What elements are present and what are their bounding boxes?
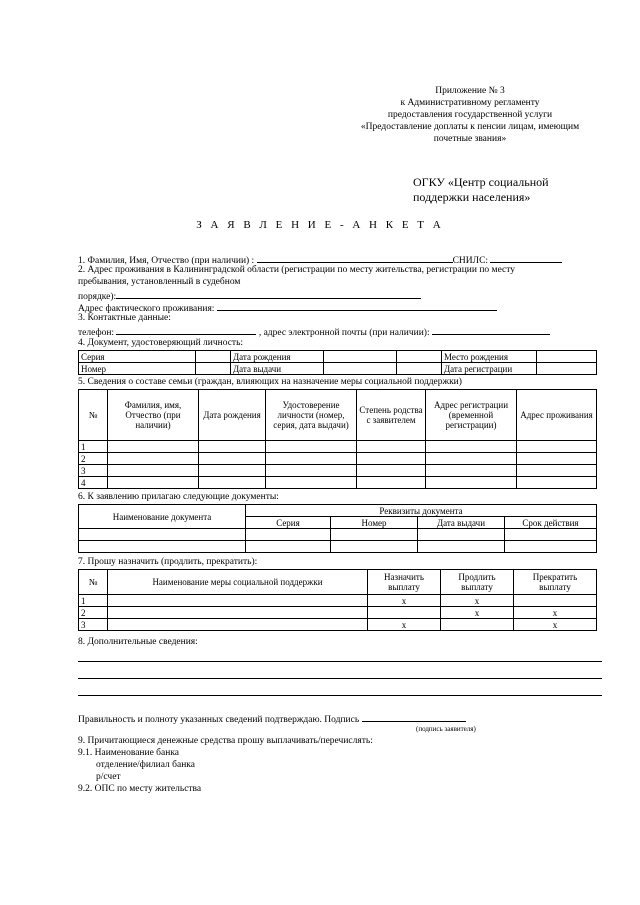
page-title: З А Я В Л Е Н И Е - А Н К Е Т А (196, 219, 444, 231)
cell[interactable] (246, 541, 331, 553)
cell[interactable] (331, 529, 418, 541)
cell[interactable] (357, 441, 426, 453)
table-row (79, 441, 597, 453)
additional-heading: 8. Дополнительные сведения: (78, 637, 198, 647)
family-col-header: Дата рождения (199, 390, 266, 441)
measure-cell[interactable] (108, 619, 368, 631)
cell[interactable] (505, 541, 597, 553)
signature-caption: (подпись заявителя) (416, 725, 476, 733)
snils-field[interactable] (490, 253, 562, 263)
row-number: 2 (79, 453, 108, 465)
cell[interactable] (79, 529, 246, 541)
additional-line[interactable] (78, 661, 602, 662)
table-row (79, 541, 597, 553)
issue-date-value[interactable] (324, 363, 397, 375)
address-reg-label-1: 2. Адрес проживания в Калининградской области (регистрации по месту жительства, регистрации по месту (78, 265, 516, 275)
family-col-header: Адрес проживания (517, 390, 597, 441)
attached-table (78, 504, 597, 553)
reg-date-value[interactable] (537, 363, 597, 375)
address-fact-label: Адрес фактического проживания: (78, 304, 215, 314)
branch-label: отделение/филиал банка (96, 760, 195, 770)
row-number: 1 (79, 441, 108, 453)
doc-sub-header: Дата выдачи (418, 517, 505, 529)
family-heading: 5. Сведения о составе семьи (граждан, влияющих на назначение меры социальной поддержки) (78, 377, 462, 387)
birth-place-value[interactable] (537, 351, 597, 363)
appendix-line: «Предоставление доплаты к пенсии лицам, имеющим (360, 122, 580, 132)
row-number: 1 (79, 595, 108, 607)
series-label: Серия (79, 351, 196, 363)
gap-cell (397, 351, 442, 363)
cell[interactable] (199, 441, 266, 453)
cell[interactable] (505, 529, 597, 541)
cell[interactable] (331, 541, 418, 553)
phone-label: телефон: (78, 328, 115, 338)
cell[interactable] (517, 477, 597, 489)
table-row (79, 465, 597, 477)
cell[interactable] (79, 541, 246, 553)
additional-line[interactable] (78, 695, 602, 696)
cell[interactable] (357, 465, 426, 477)
doc-sub-header: Срок действия (505, 517, 597, 529)
family-table (78, 389, 597, 489)
appendix-line: почетные звания» (433, 134, 507, 144)
phone-field[interactable] (116, 325, 256, 335)
cell[interactable] (357, 477, 426, 489)
cell[interactable] (266, 465, 357, 477)
stop-mark[interactable] (514, 595, 597, 607)
appendix-header (340, 85, 600, 145)
post-label: 9.2. ОПС по месту жительства (78, 784, 202, 794)
recipient-line: ОГКУ «Центр социальной (413, 175, 549, 189)
doc-sub-header: Серия (246, 517, 331, 529)
additional-line[interactable] (78, 678, 602, 679)
contacts-line (78, 325, 550, 338)
assign-mark[interactable]: x (368, 619, 441, 631)
address-fact-field[interactable] (217, 301, 497, 311)
cell[interactable] (426, 465, 517, 477)
table-row (79, 529, 597, 541)
request-col-header: Назначить выплату (368, 570, 441, 595)
series-value[interactable] (196, 351, 231, 363)
doc-sub-header: Номер (331, 517, 418, 529)
cell[interactable] (108, 453, 199, 465)
cell[interactable] (108, 477, 199, 489)
cell[interactable] (246, 529, 331, 541)
request-heading: 7. Прошу назначить (продлить, прекратить): (78, 557, 258, 567)
birth-place-label: Место рождения (442, 351, 537, 363)
payment-heading: 9. Причитающиеся денежные средства прошу выплачивать/перечислять: (78, 736, 373, 746)
cell[interactable] (199, 465, 266, 477)
request-col-header: Прекратить выплату (514, 570, 597, 595)
cell[interactable] (199, 453, 266, 465)
signature-field[interactable] (362, 712, 466, 722)
appendix-line: Приложение № 3 (435, 86, 505, 96)
cell[interactable] (426, 453, 517, 465)
cell[interactable] (426, 477, 517, 489)
cell[interactable] (266, 453, 357, 465)
cell[interactable] (517, 465, 597, 477)
cell[interactable] (357, 453, 426, 465)
measure-cell[interactable] (108, 607, 368, 619)
gap-cell (397, 363, 442, 375)
cell[interactable] (426, 441, 517, 453)
address-reg-label-3: порядке): (78, 292, 117, 302)
cell[interactable] (517, 441, 597, 453)
reg-date-label: Дата регистрации (442, 363, 537, 375)
number-value[interactable] (196, 363, 231, 375)
table-row (79, 619, 597, 631)
number-label: Номер (79, 363, 196, 375)
address-reg-label-2: пребывания, установленный в судебном (78, 277, 241, 287)
family-col-header: Фамилия, имя, Отчество (при наличии) (108, 390, 199, 441)
contacts-label: 3. Контактные данные: (78, 313, 171, 323)
cell[interactable] (199, 477, 266, 489)
family-col-header: Степень родства с заявителем (357, 390, 426, 441)
appendix-line: к Административному регламенту (400, 98, 540, 108)
row-number: 2 (79, 607, 108, 619)
cell[interactable] (108, 465, 199, 477)
measure-cell[interactable] (108, 595, 368, 607)
birth-date-value[interactable] (324, 351, 397, 363)
cell[interactable] (108, 441, 199, 453)
doc-name-header: Наименование документа (79, 505, 246, 529)
id-doc-table (78, 350, 597, 375)
stop-mark[interactable]: x (514, 619, 597, 631)
request-col-header: № (79, 570, 108, 595)
table-row (79, 453, 597, 465)
cell[interactable] (517, 453, 597, 465)
extend-mark[interactable]: x (441, 607, 514, 619)
table-row (79, 595, 597, 607)
cell[interactable] (418, 529, 505, 541)
appendix-line: предоставления государственной услуги (387, 110, 553, 120)
recipient (413, 175, 613, 205)
doc-req-header: Реквизиты документа (246, 505, 597, 517)
table-row (79, 607, 597, 619)
family-col-header: Адрес регистрации (временной регистрации) (426, 390, 517, 441)
doc-label: 4. Документ, удостоверяющий личность: (78, 338, 244, 348)
family-col-header: № (79, 390, 108, 441)
extend-mark[interactable] (441, 619, 514, 631)
account-label: р/счет (96, 772, 121, 782)
assign-mark[interactable]: x (368, 595, 441, 607)
fio-label: 1. Фамилия, Имя, Отчество (при наличии) : (78, 256, 255, 266)
bank-label: 9.1. Наименование банка (78, 748, 180, 758)
table-row (79, 477, 597, 489)
attached-heading: 6. К заявлению прилагаю следующие документы: (78, 492, 279, 502)
fio-field[interactable] (257, 253, 453, 263)
issue-date-label: Дата выдачи (231, 363, 324, 375)
confirm-line (78, 712, 466, 725)
address-reg-field[interactable] (116, 289, 421, 299)
snils-label: СНИЛС: (452, 256, 489, 266)
confirm-text: Правильность и полноту указанных сведений подтверждаю. Подпись (78, 715, 360, 725)
email-field[interactable] (432, 325, 550, 335)
cell[interactable] (418, 541, 505, 553)
cell[interactable] (266, 441, 357, 453)
request-col-header: Продлить выплату (441, 570, 514, 595)
row-number: 4 (79, 477, 108, 489)
request-table (78, 569, 597, 631)
stop-mark[interactable]: x (514, 607, 597, 619)
recipient-line: поддержки населения» (413, 190, 531, 204)
birth-date-label: Дата рождения (231, 351, 324, 363)
row-number: 3 (79, 619, 108, 631)
family-col-header: Удостоверение личности (номер, серия, дата выдачи) (266, 390, 357, 441)
row-number: 3 (79, 465, 108, 477)
extend-mark[interactable]: x (441, 595, 514, 607)
email-label: , адрес электронной почты (при наличии): (258, 328, 430, 338)
request-col-header: Наименование меры социальной поддержки (108, 570, 368, 595)
assign-mark[interactable] (368, 607, 441, 619)
cell[interactable] (266, 477, 357, 489)
